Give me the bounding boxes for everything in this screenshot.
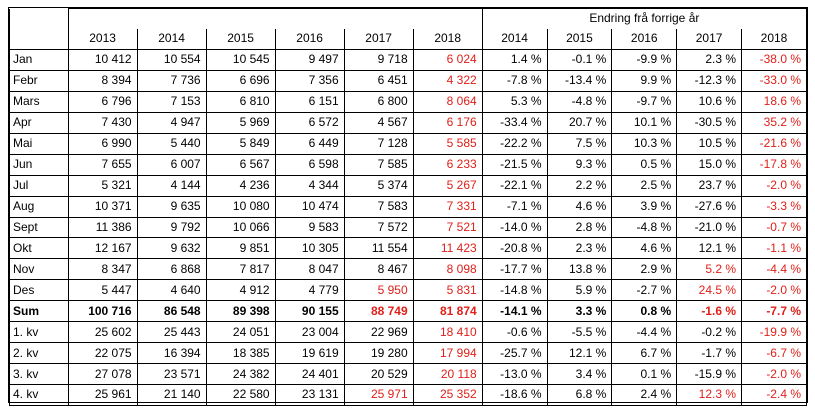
value-cell: 10 371 [68, 196, 137, 217]
change-cell: -0.2 % [677, 322, 742, 343]
value-cell: 17 994 [413, 343, 482, 364]
change-cell: -2.0 % [742, 280, 807, 301]
statistics-table-sheet [8, 7, 808, 403]
change-cell: 5.9 % [547, 280, 612, 301]
change-cell: -9.7 % [612, 91, 677, 112]
change-cell: 13.8 % [547, 259, 612, 280]
value-cell: 89 398 [206, 301, 275, 322]
table-row [10, 238, 807, 259]
change-cell: 2.4 % [612, 385, 677, 406]
year-column-header: 2017 [344, 29, 413, 50]
change-cell: -17.8 % [742, 154, 807, 175]
year-column-header: 2018 [413, 29, 482, 50]
value-cell: 10 554 [137, 50, 206, 71]
value-cell: 19 619 [275, 343, 344, 364]
change-cell: -20.8 % [482, 238, 547, 259]
table-row [10, 280, 807, 301]
value-cell: 22 969 [344, 322, 413, 343]
header-row-group [10, 9, 807, 30]
value-cell: 11 386 [68, 217, 137, 238]
change-cell: 20.7 % [547, 112, 612, 133]
change-cell: -33.0 % [742, 70, 807, 91]
corner-cell [10, 9, 69, 30]
value-cell: 9 792 [137, 217, 206, 238]
value-cell: 6 007 [137, 154, 206, 175]
change-cell: -0.7 % [742, 217, 807, 238]
change-cell: -2.4 % [742, 385, 807, 406]
value-cell: 11 554 [344, 238, 413, 259]
year-column-header: 2014 [137, 29, 206, 50]
value-cell: 27 078 [68, 364, 137, 385]
change-cell: -0.6 % [482, 322, 547, 343]
change-cell: 10.1 % [612, 112, 677, 133]
sum-row [10, 301, 807, 322]
change-cell: 10.3 % [612, 133, 677, 154]
value-cell: 16 394 [137, 343, 206, 364]
change-cell: -7.7 % [742, 301, 807, 322]
value-cell: 6 696 [206, 70, 275, 91]
change-cell: 10.5 % [677, 133, 742, 154]
change-cell: 15.0 % [677, 154, 742, 175]
years-header-blank [68, 9, 482, 30]
change-cell: 35.2 % [742, 112, 807, 133]
change-cell: -12.3 % [677, 70, 742, 91]
value-cell: 23 004 [275, 322, 344, 343]
table-row [10, 259, 807, 280]
value-cell: 4 144 [137, 175, 206, 196]
value-cell: 23 571 [137, 364, 206, 385]
table-row [10, 322, 807, 343]
change-cell: -4.8 % [612, 217, 677, 238]
row-label: Sept [10, 217, 69, 238]
row-label: Jan [10, 50, 69, 71]
value-cell: 5 374 [344, 175, 413, 196]
row-label: Apr [10, 112, 69, 133]
monthly-statistics-table [9, 8, 807, 406]
change-cell: 1.4 % [482, 50, 547, 71]
value-cell: 18 410 [413, 322, 482, 343]
change-cell: 24.5 % [677, 280, 742, 301]
value-cell: 4 344 [275, 175, 344, 196]
table-row [10, 133, 807, 154]
change-cell: 10.6 % [677, 91, 742, 112]
value-cell: 5 447 [68, 280, 137, 301]
value-cell: 4 912 [206, 280, 275, 301]
change-cell: -13.4 % [547, 70, 612, 91]
value-cell: 6 868 [137, 259, 206, 280]
change-cell: -2.0 % [742, 175, 807, 196]
change-cell: -21.5 % [482, 154, 547, 175]
change-cell: -9.9 % [612, 50, 677, 71]
table-row [10, 343, 807, 364]
change-cell: -38.0 % [742, 50, 807, 71]
change-cell: -33.4 % [482, 112, 547, 133]
value-cell: 21 140 [137, 385, 206, 406]
value-cell: 8 347 [68, 259, 137, 280]
value-cell: 86 548 [137, 301, 206, 322]
value-cell: 20 529 [344, 364, 413, 385]
change-cell: 5.3 % [482, 91, 547, 112]
value-cell: 6 800 [344, 91, 413, 112]
value-cell: 8 047 [275, 259, 344, 280]
change-cell: 9.9 % [612, 70, 677, 91]
value-cell: 7 585 [344, 154, 413, 175]
header-row-years [10, 29, 807, 50]
change-cell: 2.8 % [547, 217, 612, 238]
value-cell: 5 849 [206, 133, 275, 154]
row-label: Okt [10, 238, 69, 259]
value-cell: 6 176 [413, 112, 482, 133]
change-cell: -18.6 % [482, 385, 547, 406]
change-cell: 6.7 % [612, 343, 677, 364]
row-label: Mai [10, 133, 69, 154]
value-cell: 8 467 [344, 259, 413, 280]
value-cell: 12 167 [68, 238, 137, 259]
value-cell: 25 971 [344, 385, 413, 406]
value-cell: 7 153 [137, 91, 206, 112]
value-cell: 81 874 [413, 301, 482, 322]
value-cell: 11 423 [413, 238, 482, 259]
value-cell: 8 064 [413, 91, 482, 112]
value-cell: 6 449 [275, 133, 344, 154]
value-cell: 10 545 [206, 50, 275, 71]
row-label: Febr [10, 70, 69, 91]
value-cell: 6 990 [68, 133, 137, 154]
change-cell: -5.5 % [547, 322, 612, 343]
change-column-header: 2017 [677, 29, 742, 50]
change-cell: 3.3 % [547, 301, 612, 322]
table-row [10, 196, 807, 217]
value-cell: 6 151 [275, 91, 344, 112]
value-cell: 25 352 [413, 385, 482, 406]
row-label: Mars [10, 91, 69, 112]
row-label: Des [10, 280, 69, 301]
change-cell: -4.4 % [742, 259, 807, 280]
row-label: Aug [10, 196, 69, 217]
change-cell: 3.9 % [612, 196, 677, 217]
change-cell: 2.2 % [547, 175, 612, 196]
change-cell: 0.5 % [612, 154, 677, 175]
change-column-header: 2015 [547, 29, 612, 50]
change-cell: 5.2 % [677, 259, 742, 280]
change-column-header: 2016 [612, 29, 677, 50]
value-cell: 7 128 [344, 133, 413, 154]
row-label: 4. kv [10, 385, 69, 406]
value-cell: 9 718 [344, 50, 413, 71]
change-cell: 18.6 % [742, 91, 807, 112]
change-cell: 9.3 % [547, 154, 612, 175]
change-cell: -19.9 % [742, 322, 807, 343]
value-cell: 4 947 [137, 112, 206, 133]
corner-cell-lower [10, 29, 69, 50]
row-label: 1. kv [10, 322, 69, 343]
value-cell: 6 796 [68, 91, 137, 112]
year-column-header: 2016 [275, 29, 344, 50]
table-row [10, 217, 807, 238]
row-label: Jul [10, 175, 69, 196]
year-column-header: 2013 [68, 29, 137, 50]
value-cell: 6 233 [413, 154, 482, 175]
value-cell: 7 331 [413, 196, 482, 217]
value-cell: 5 440 [137, 133, 206, 154]
change-cell: -1.6 % [677, 301, 742, 322]
value-cell: 5 321 [68, 175, 137, 196]
change-cell: 2.3 % [547, 238, 612, 259]
value-cell: 25 602 [68, 322, 137, 343]
value-cell: 8 394 [68, 70, 137, 91]
value-cell: 7 430 [68, 112, 137, 133]
value-cell: 5 585 [413, 133, 482, 154]
value-cell: 6 024 [413, 50, 482, 71]
table-row [10, 50, 807, 71]
change-cell: 0.8 % [612, 301, 677, 322]
row-label: Sum [10, 301, 69, 322]
value-cell: 24 382 [206, 364, 275, 385]
change-cell: -30.5 % [677, 112, 742, 133]
value-cell: 6 451 [344, 70, 413, 91]
change-cell: -0.1 % [547, 50, 612, 71]
change-cell: 12.1 % [547, 343, 612, 364]
value-cell: 10 412 [68, 50, 137, 71]
value-cell: 7 521 [413, 217, 482, 238]
value-cell: 10 066 [206, 217, 275, 238]
value-cell: 90 155 [275, 301, 344, 322]
table-row [10, 91, 807, 112]
value-cell: 100 716 [68, 301, 137, 322]
change-cell: -7.8 % [482, 70, 547, 91]
value-cell: 24 051 [206, 322, 275, 343]
value-cell: 24 401 [275, 364, 344, 385]
value-cell: 22 580 [206, 385, 275, 406]
change-cell: -1.7 % [677, 343, 742, 364]
value-cell: 10 080 [206, 196, 275, 217]
value-cell: 20 118 [413, 364, 482, 385]
value-cell: 10 474 [275, 196, 344, 217]
change-cell: 2.3 % [677, 50, 742, 71]
value-cell: 6 810 [206, 91, 275, 112]
table-row [10, 70, 807, 91]
change-cell: -7.1 % [482, 196, 547, 217]
change-cell: 3.4 % [547, 364, 612, 385]
value-cell: 7 817 [206, 259, 275, 280]
value-cell: 7 583 [344, 196, 413, 217]
change-cell: 0.1 % [612, 364, 677, 385]
row-label: Jun [10, 154, 69, 175]
change-cell: -21.0 % [677, 217, 742, 238]
change-cell: -25.7 % [482, 343, 547, 364]
value-cell: 5 969 [206, 112, 275, 133]
value-cell: 6 567 [206, 154, 275, 175]
table-row [10, 112, 807, 133]
change-cell: -15.9 % [677, 364, 742, 385]
change-column-header: 2014 [482, 29, 547, 50]
change-group-title: Endring frå forrige år [482, 9, 806, 30]
value-cell: 23 131 [275, 385, 344, 406]
row-label: Nov [10, 259, 69, 280]
value-cell: 10 305 [275, 238, 344, 259]
change-cell: -14.1 % [482, 301, 547, 322]
change-cell: 2.9 % [612, 259, 677, 280]
value-cell: 5 267 [413, 175, 482, 196]
value-cell: 7 572 [344, 217, 413, 238]
change-cell: -13.0 % [482, 364, 547, 385]
table-row [10, 175, 807, 196]
change-cell: -14.0 % [482, 217, 547, 238]
value-cell: 9 635 [137, 196, 206, 217]
change-cell: -22.1 % [482, 175, 547, 196]
change-cell: -6.7 % [742, 343, 807, 364]
value-cell: 25 961 [68, 385, 137, 406]
change-cell: 6.8 % [547, 385, 612, 406]
change-cell: -17.7 % [482, 259, 547, 280]
value-cell: 4 779 [275, 280, 344, 301]
change-cell: -2.0 % [742, 364, 807, 385]
value-cell: 25 443 [137, 322, 206, 343]
value-cell: 4 236 [206, 175, 275, 196]
change-cell: 7.5 % [547, 133, 612, 154]
table-row [10, 364, 807, 385]
change-cell: 2.5 % [612, 175, 677, 196]
change-cell: 12.1 % [677, 238, 742, 259]
change-cell: -22.2 % [482, 133, 547, 154]
value-cell: 6 598 [275, 154, 344, 175]
value-cell: 19 280 [344, 343, 413, 364]
table-row [10, 154, 807, 175]
row-label: 2. kv [10, 343, 69, 364]
value-cell: 18 385 [206, 343, 275, 364]
change-column-header: 2018 [742, 29, 807, 50]
change-cell: -21.6 % [742, 133, 807, 154]
value-cell: 9 583 [275, 217, 344, 238]
value-cell: 5 950 [344, 280, 413, 301]
table-body [10, 50, 807, 406]
change-cell: 4.6 % [547, 196, 612, 217]
change-cell: -4.4 % [612, 322, 677, 343]
change-cell: -1.1 % [742, 238, 807, 259]
value-cell: 22 075 [68, 343, 137, 364]
value-cell: 4 640 [137, 280, 206, 301]
change-cell: 23.7 % [677, 175, 742, 196]
row-label: 3. kv [10, 364, 69, 385]
change-cell: -3.3 % [742, 196, 807, 217]
value-cell: 7 736 [137, 70, 206, 91]
value-cell: 8 098 [413, 259, 482, 280]
value-cell: 88 749 [344, 301, 413, 322]
value-cell: 5 831 [413, 280, 482, 301]
table-row [10, 385, 807, 406]
change-cell: -14.8 % [482, 280, 547, 301]
value-cell: 9 497 [275, 50, 344, 71]
value-cell: 4 322 [413, 70, 482, 91]
year-column-header: 2015 [206, 29, 275, 50]
value-cell: 9 851 [206, 238, 275, 259]
change-cell: 12.3 % [677, 385, 742, 406]
change-cell: -4.8 % [547, 91, 612, 112]
change-cell: 4.6 % [612, 238, 677, 259]
value-cell: 7 655 [68, 154, 137, 175]
value-cell: 9 632 [137, 238, 206, 259]
change-cell: -27.6 % [677, 196, 742, 217]
value-cell: 7 356 [275, 70, 344, 91]
change-cell: -2.7 % [612, 280, 677, 301]
value-cell: 6 572 [275, 112, 344, 133]
value-cell: 4 567 [344, 112, 413, 133]
